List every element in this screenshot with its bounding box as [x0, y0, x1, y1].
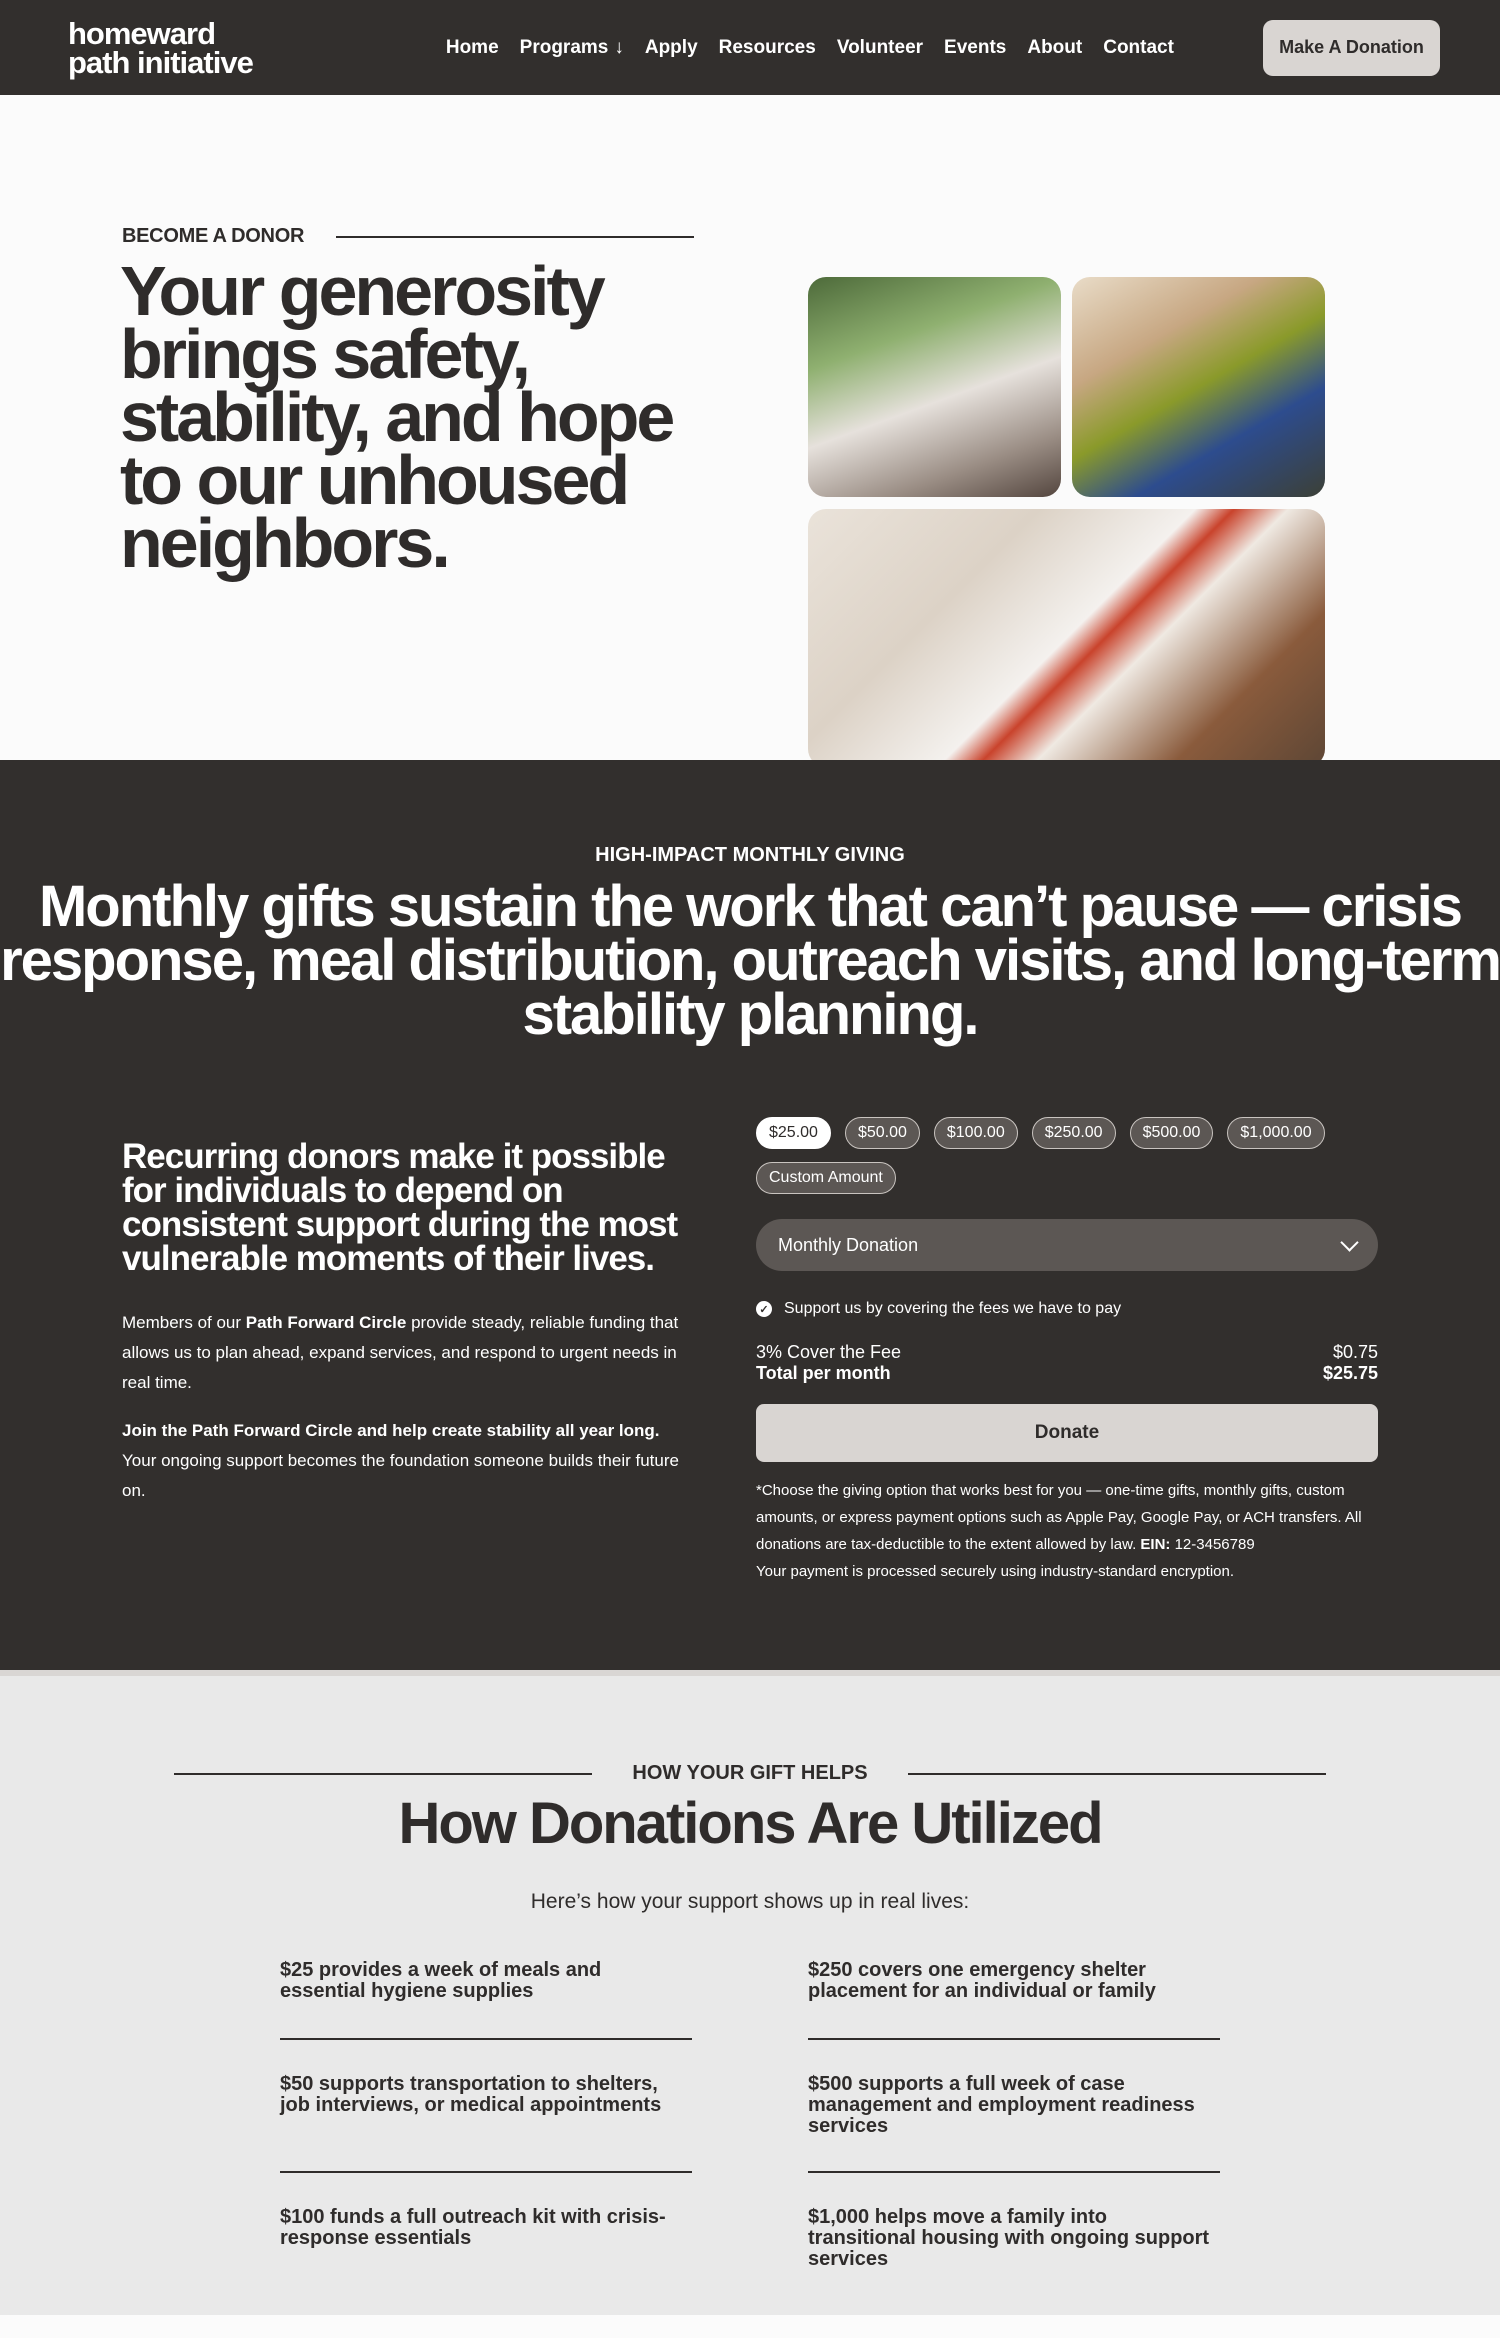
make-donation-button[interactable]: Make A Donation — [1263, 20, 1440, 76]
ein-label: EIN: — [1140, 1536, 1171, 1553]
eyebrow-divider — [336, 236, 694, 238]
impact-item: $500 supports a full week of case management and employment readiness services — [808, 2074, 1220, 2173]
fee-row — [756, 1342, 1378, 1363]
photo-volunteers-distribution — [808, 509, 1325, 767]
impact-item: $1,000 helps move a family into transitional housing with ongoing support services — [808, 2206, 1210, 2270]
monthly-paragraph-1 — [122, 1308, 692, 1398]
impact-list — [280, 1960, 1220, 2338]
logo[interactable] — [68, 15, 253, 80]
para1-text-b: provide steady, reliable funding that allows us to plan ahead, expand services, and respond to urgent needs in real time. — [122, 1313, 679, 1392]
amount-1000[interactable]: $1,000.00 — [1227, 1117, 1324, 1149]
frequency-value: Monthly Donation — [778, 1234, 919, 1255]
custom-amount-button[interactable]: Custom Amount — [756, 1162, 896, 1194]
checkmark-icon: ✓ — [756, 1301, 772, 1317]
arrow-down-icon: ↓ — [614, 36, 624, 58]
monthly-lead: Recurring donors make it possible for individuals to depend on consistent support during the most vulnerable moments of their lives. — [122, 1137, 678, 1278]
para1-bold: Path Forward Circle — [245, 1313, 407, 1332]
photo-support-group — [1072, 277, 1325, 497]
hero-eyebrow-row — [122, 225, 694, 248]
hero-section — [0, 95, 1500, 760]
logo-line-2: path initiative — [68, 44, 253, 80]
nav-programs-label: Programs — [519, 36, 609, 58]
impact-item: $100 funds a full outreach kit with crisis-response essentials — [280, 2206, 666, 2249]
frequency-select[interactable] — [756, 1219, 1378, 1271]
utilized-subtitle: Here’s how your support shows up in real lives: — [530, 1890, 970, 1913]
total-value: $25.75 — [1322, 1363, 1378, 1383]
impact-item: $25 provides a week of meals and essential hygiene supplies — [280, 1960, 692, 2040]
para2-bold: Join the Path Forward Circle and help create stability all year long. — [122, 1421, 660, 1440]
eyebrow-line-right — [908, 1773, 1326, 1775]
para2-text: Your ongoing support becomes the foundation someone builds their future on. — [122, 1451, 679, 1500]
utilized-eyebrow: HOW YOUR GIFT HELPS — [632, 1762, 868, 1784]
eyebrow-line-left — [174, 1773, 592, 1775]
total-row — [756, 1363, 1378, 1384]
nav-volunteer[interactable]: Volunteer — [836, 36, 924, 58]
chevron-down-icon — [1340, 1233, 1358, 1251]
photo-crowd-celebration — [808, 277, 1061, 497]
nav-resources[interactable]: Resources — [718, 36, 816, 58]
nav-about[interactable]: About — [1027, 36, 1083, 58]
donation-disclaimer — [756, 1477, 1378, 1585]
top-nav — [0, 0, 1500, 95]
total-label: Total per month — [756, 1363, 891, 1383]
cover-fee-label: Support us by covering the fees we have to pay — [784, 1300, 1122, 1317]
security-note: Your payment is processed securely using industry-standard encryption. — [756, 1563, 1235, 1580]
nav-links — [446, 37, 1174, 59]
disclaimer-text: *Choose the giving option that works best for you — one-time gifts, monthly gifts, custom amounts, or express payment options such as Apple Pay, Google Pay, or ACH transfers. All donations are tax-deductible to the extent allowed by law. — [756, 1482, 1362, 1553]
monthly-giving-section — [0, 760, 1500, 1670]
nav-events[interactable]: Events — [944, 36, 1007, 58]
utilized-title: How Donations Are Utilized — [398, 1791, 1102, 1856]
cover-fee-checkbox[interactable] — [756, 1300, 1378, 1318]
donate-button[interactable]: Donate — [756, 1404, 1378, 1462]
amount-100[interactable]: $100.00 — [934, 1117, 1018, 1149]
fee-value: $0.75 — [1332, 1342, 1378, 1362]
impact-item: $50 supports transportation to shelters, job interviews, or medical appointments — [280, 2074, 692, 2173]
amount-options — [756, 1117, 1378, 1194]
amount-25[interactable]: $25.00 — [756, 1117, 831, 1149]
utilized-eyebrow-row — [174, 1762, 1326, 1785]
monthly-eyebrow: HIGH-IMPACT MONTHLY GIVING — [595, 844, 905, 866]
amount-500[interactable]: $500.00 — [1130, 1117, 1214, 1149]
amount-50[interactable]: $50.00 — [845, 1117, 920, 1149]
monthly-copy — [122, 1137, 692, 1506]
hero-eyebrow: BECOME A DONOR — [122, 225, 305, 247]
ein-value: 12-3456789 — [1170, 1536, 1255, 1553]
monthly-paragraph-2 — [122, 1416, 692, 1506]
nav-contact[interactable]: Contact — [1103, 36, 1174, 58]
utilized-section — [0, 1676, 1500, 2315]
logo-line-1: homeward — [68, 15, 216, 51]
nav-apply[interactable]: Apply — [644, 36, 698, 58]
para1-text-a: Members of our — [122, 1313, 246, 1332]
fee-label: 3% Cover the Fee — [756, 1342, 902, 1362]
hero-title: Your generosity brings safety, stability, and hope to our unhoused neighbors. — [120, 252, 673, 582]
amount-250[interactable]: $250.00 — [1032, 1117, 1116, 1149]
nav-home[interactable]: Home — [445, 36, 499, 58]
impact-item: $250 covers one emergency shelter placement for an individual or family — [808, 1960, 1220, 2040]
monthly-title: Monthly gifts sustain the work that can’t pause — crisis response, meal distribution, outreach visits, and long-term stability planning. — [0, 874, 1500, 1047]
nav-programs[interactable] — [520, 37, 624, 59]
donation-form — [756, 1117, 1378, 1585]
